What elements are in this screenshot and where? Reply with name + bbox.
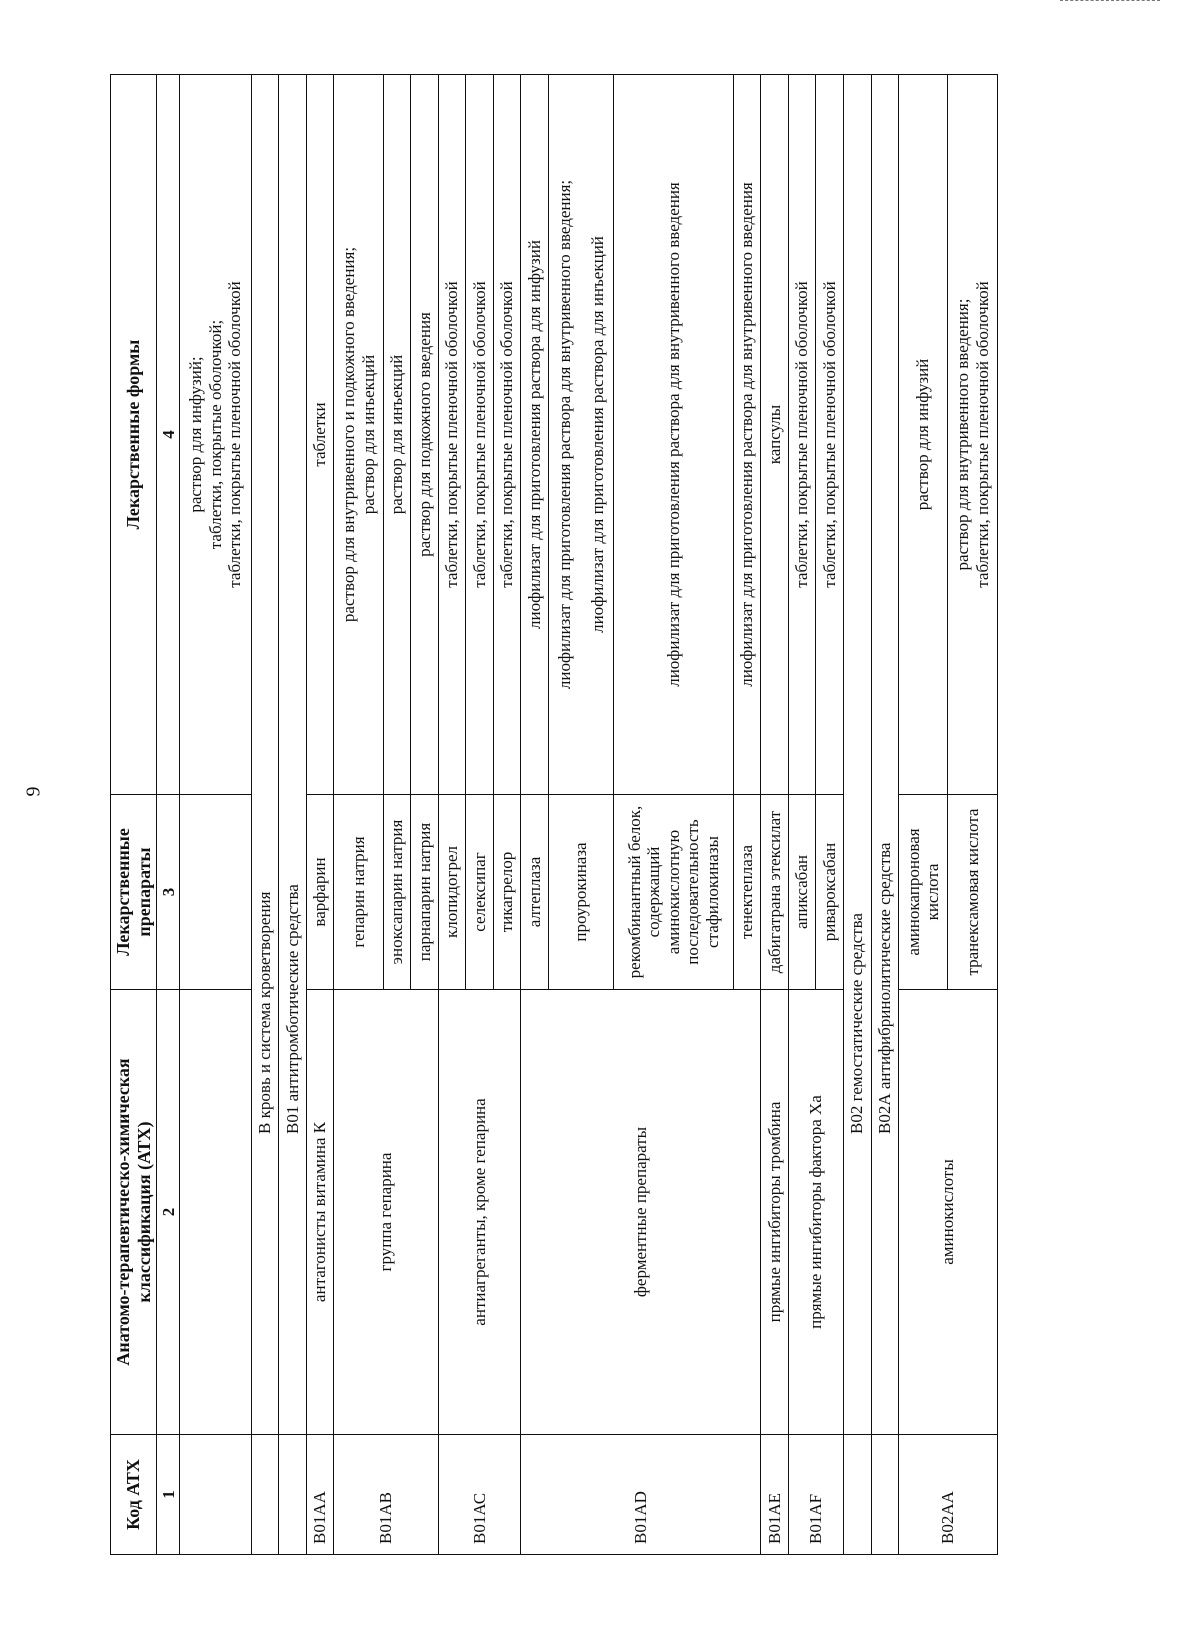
section-row	[871, 75, 899, 1555]
section-row	[843, 75, 871, 1555]
drug-name: тикагрелор	[493, 795, 521, 990]
dosage-form: раствор для инъекций	[383, 75, 411, 795]
table-row	[788, 75, 816, 1555]
drug-name: аминокапроновая кислота	[899, 795, 948, 990]
atc-code: В02АА	[899, 1435, 998, 1555]
page-number: 9	[22, 786, 45, 797]
header-atc-class: Анатомо-терапевтическо-химическая классификация (АТХ)	[111, 990, 157, 1435]
atc-class: группа гепарина	[334, 990, 439, 1435]
drug-name: ривароксабан	[816, 795, 844, 990]
drug-name: проурокиназа	[548, 795, 613, 990]
rotated-page	[110, 75, 998, 1555]
drug-name: алтеплаза	[521, 795, 549, 990]
atc-class: аминокислоты	[899, 990, 998, 1435]
section-row	[251, 75, 279, 1555]
drug-name: парнапарин натрия	[411, 795, 439, 990]
atc-class: прямые ингибиторы тромбина	[761, 990, 789, 1435]
drug-name: апиксабан	[788, 795, 816, 990]
section-title: В02А антифибринолитические средства	[871, 75, 899, 1435]
dosage-form: таблетки, покрытые пленочной оболочкой	[438, 75, 466, 795]
dosage-form: таблетки, покрытые пленочной оболочкой	[816, 75, 844, 795]
column-number: 4	[157, 75, 180, 795]
atc-class: антиагреганты, кроме гепарина	[438, 990, 521, 1435]
drug-name: транексамовая кислота	[948, 795, 998, 990]
drug-name: клопидогрел	[438, 795, 466, 990]
drug-name: рекомбинантный белок, содержащий аминокислотную последовательность стафилокиназы	[614, 795, 734, 990]
table-row	[180, 75, 251, 1555]
dosage-form: раствор для внутривенного и подкожного введения; раствор для инъекций	[334, 75, 383, 795]
dosage-form: таблетки, покрытые пленочной оболочкой	[493, 75, 521, 795]
atc-class: прямые ингибиторы фактора Ха	[788, 990, 843, 1435]
atc-code: В01АF	[788, 1435, 843, 1555]
atc-code: В01АD	[521, 1435, 761, 1555]
dosage-form: раствор для подкожного введения	[411, 75, 439, 795]
table-row	[761, 75, 789, 1555]
forms-cell: раствор для инфузий; таблетки, покрытые оболочкой; таблетки, покрытые пленочной оболочкой	[180, 75, 251, 795]
table-row	[899, 75, 948, 1555]
header-drugs: Лекарственные препараты	[111, 795, 157, 990]
dosage-form: таблетки	[306, 75, 334, 795]
drug-name: дабигатрана этексилат	[761, 795, 789, 990]
section-title: В01 антитромботические средства	[279, 75, 307, 1435]
drug-name: эноксапарин натрия	[383, 795, 411, 990]
drug-name: селексипаг	[466, 795, 494, 990]
atc-class: антагонисты витамина К	[306, 990, 334, 1435]
dosage-form: таблетки, покрытые пленочной оболочкой	[466, 75, 494, 795]
dosage-form: лиофилизат для приготовления раствора для инфузий	[521, 75, 549, 795]
column-number: 2	[157, 990, 180, 1435]
dosage-form: капсулы	[761, 75, 789, 795]
dosage-form: таблетки, покрытые пленочной оболочкой	[788, 75, 816, 795]
column-number: 1	[157, 1435, 180, 1555]
table-row	[334, 75, 383, 1555]
atc-class: ферментные препараты	[521, 990, 761, 1435]
atc-code: В01АВ	[334, 1435, 439, 1555]
column-number-row	[157, 75, 180, 1555]
atc-code: В01АА	[306, 1435, 334, 1555]
section-title: В кровь и система кроветворения	[251, 75, 279, 1435]
table-row	[306, 75, 334, 1555]
header-forms: Лекарственные формы	[111, 75, 157, 795]
scan-artifact	[1060, 0, 1160, 7]
dosage-form: лиофилизат для приготовления раствора для внутривенного введения	[733, 75, 761, 795]
header-row	[111, 75, 157, 1555]
column-number: 3	[157, 795, 180, 990]
dosage-form: лиофилизат для приготовления раствора для внутривенного введения	[614, 75, 734, 795]
drug-name: гепарин натрия	[334, 795, 383, 990]
section-title: В02 гемостатические средства	[843, 75, 871, 1435]
drug-name: варфарин	[306, 795, 334, 990]
dosage-form: лиофилизат для приготовления раствора для внутривенного введения; лиофилизат для приготовления раствора для инъекций	[548, 75, 613, 795]
drug-name: тенектеплаза	[733, 795, 761, 990]
table-row	[521, 75, 549, 1555]
atc-code: В01АС	[438, 1435, 521, 1555]
atc-code: В01АЕ	[761, 1435, 789, 1555]
atc-table	[110, 74, 998, 1555]
dosage-form: раствор для внутривенного введения; таблетки, покрытые пленочной оболочкой	[948, 75, 998, 795]
table-row	[438, 75, 466, 1555]
header-atc-code: Код АТХ	[111, 1435, 157, 1555]
section-row	[279, 75, 307, 1555]
dosage-form: раствор для инфузий	[899, 75, 948, 795]
